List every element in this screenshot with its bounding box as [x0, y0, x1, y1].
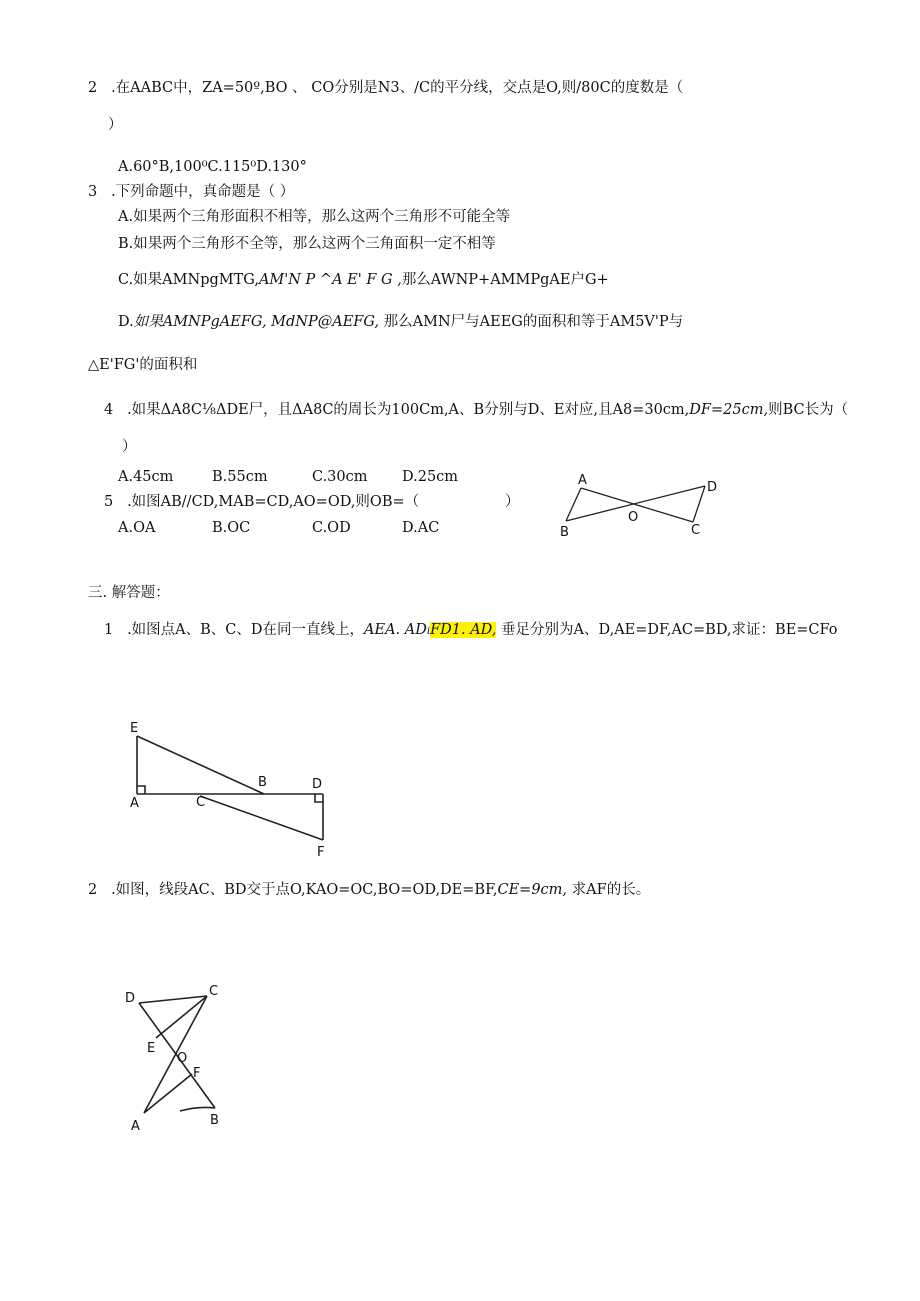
s1-segment-cf [200, 796, 323, 840]
s1-label-a: A [130, 796, 139, 811]
s1-label-d: D [312, 777, 323, 792]
q2-stem: .在AABC中，ZA=50º,BO 、 CO分别是N3、/C的平分线，交点是O,则/80C的度数是（ [111, 80, 684, 96]
q5-segment-dc [693, 486, 705, 522]
s1-segment-eb [137, 736, 264, 794]
q5-label-c: C [691, 523, 701, 538]
s1-part4: 垂足分别为A、D,AE=DF,AC=BD,求证：BE=CFo [496, 622, 838, 638]
q5-segment-ab [566, 488, 581, 521]
q2-close-paren: ） [108, 117, 123, 133]
q3-stem-line [88, 182, 294, 202]
s2-label-f: F [193, 1066, 201, 1081]
q3-option-c [118, 270, 609, 290]
s1-stem-line: 1 .如图点A、B、C、D在同一直线上，AEA. ADiFD1. AD, 垂足分别为A、D,AE=DF,AC=BD,求证：BE=CFo [104, 622, 838, 638]
s2-segment-ca [144, 996, 207, 1113]
q4-option-a: A.45cm [118, 469, 174, 485]
q5-option-a: A.OA [118, 520, 156, 536]
q2-options: A.60°B,100⁰C.115⁰D.130° [118, 159, 307, 175]
q4-option-c: C.30cm [312, 469, 368, 485]
q3-c-part2: AM'N P ^A E' F G , [258, 272, 402, 288]
s2-segment-ab [180, 1107, 215, 1111]
s2-segment-db [139, 1003, 215, 1108]
q4-stem-part3: 则BC长为（ [768, 402, 849, 418]
s1-part2: AEA. AD [364, 622, 427, 638]
q4-option-d: D.25cm [402, 469, 459, 485]
s1-right-angle-d [315, 794, 323, 802]
s1-number: 1 [104, 622, 114, 638]
s2-part3: 求AF的长。 [567, 882, 651, 898]
q3-option-a: A.如果两个三角形面积不相等，那么这两个三角形不可能全等 [118, 209, 511, 225]
s2-stem-line [88, 880, 650, 900]
s2-label-b: B [210, 1113, 219, 1128]
s2-label-e: E [147, 1041, 156, 1056]
q3-c-part1: C.如果AMNpgMTG, [118, 272, 259, 288]
q3-stem: .下列命题中，真命题是（ ） [111, 184, 295, 200]
section3-title: 三. 解答题： [88, 585, 170, 601]
q5-label-a: A [578, 473, 587, 488]
s2-label-a: A [131, 1119, 140, 1134]
q5-option-c: C.OD [312, 520, 351, 536]
q3-d-part3: 那么AMN尸与AEEG的面积和等于AM5V'P与 [379, 314, 684, 330]
q5-option-d: D.AC [402, 520, 440, 536]
q4-options [118, 467, 458, 487]
s2-number: 2 [88, 882, 98, 898]
q5-label-o: O [628, 510, 639, 525]
q5-label-d: D [707, 480, 718, 495]
q3-option-d-continuation: △E'FG'的面积和 [88, 357, 198, 373]
q3-option-d [118, 312, 683, 332]
q3-c-part3: 那么AWNP+AMMPgAE户G+ [401, 272, 609, 288]
q5-option-b: B.OC [212, 520, 251, 536]
s1-label-f: F [317, 845, 325, 860]
q5-segment-ac [581, 488, 693, 522]
q5-label-b: B [560, 525, 569, 540]
s2-segment-dc [139, 996, 207, 1003]
q4-close-paren: ） [122, 439, 137, 455]
q3-number: 3 [88, 184, 98, 200]
s1-label-e: E [130, 721, 139, 736]
s1-label-b: B [258, 775, 267, 790]
q5-segment-bd [566, 486, 705, 521]
q5-number: 5 [104, 494, 114, 510]
q4-stem-line [104, 400, 848, 420]
q3-d-part1: D. [118, 314, 134, 330]
q3-d-part2: 如果AMNPgAEFG, MdNP@AEFG, [133, 314, 380, 330]
s2-segment-af [144, 1074, 192, 1113]
q2-stem-line [88, 78, 683, 98]
s1-part3-highlighted: FD1. AD, [430, 622, 497, 638]
s2-label-d: D [125, 991, 136, 1006]
q3-option-b: B.如果两个三角形不全等，那么这两个三角面积一定不相等 [118, 236, 496, 252]
s2-label-o: O [177, 1051, 188, 1066]
q4-option-b: B.55cm [212, 469, 268, 485]
s2-part2: CE=9cm, [497, 882, 568, 898]
q5-stem-line [104, 492, 419, 512]
s1-part1: .如图点A、B、C、D在同一直线上， [127, 622, 365, 638]
q4-number: 4 [104, 402, 114, 418]
s2-segment-ce [156, 996, 207, 1038]
q5-options [118, 518, 439, 538]
s1-label-c: C [196, 795, 206, 810]
q5-stem: .如图AB//CD,MAB=CD,AO=OD,则OB=（ [127, 494, 420, 510]
s2-part1: .如图，线段AC、BD交于点O,KAO=OC,BO=OD,DE=BF, [111, 882, 498, 898]
q2-number: 2 [88, 80, 98, 96]
q4-stem-part1: .如果ΔA8C⅛ΔDE尸，且ΔA8C的周长为100Cm,A、B分别与D、E对应,且A8=30cm, [127, 402, 690, 418]
q4-stem-part2: DF=25cm, [689, 402, 769, 418]
s2-label-c: C [209, 984, 219, 999]
s1-right-angle-a [137, 786, 145, 794]
q5-close-paren: ） [505, 494, 520, 510]
